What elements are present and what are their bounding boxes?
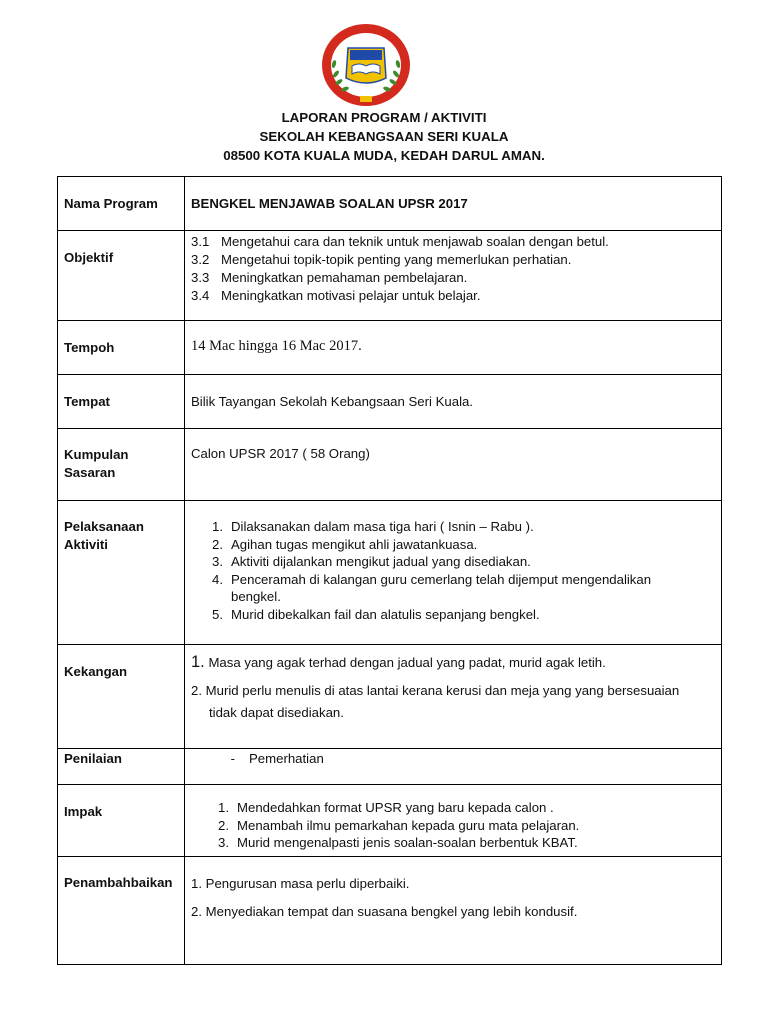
value-objektif (185, 231, 722, 321)
list-item: 4. Penceramah di kalangan guru cemerlang telah dijemput mengendalikan bengkel. (212, 571, 652, 604)
improvement-item: 1. Pengurusan masa perlu diperbaiki. (191, 876, 410, 891)
value-penambahbaikan (185, 857, 722, 965)
value-penilaian: - Pemerhatian (185, 749, 722, 785)
label-kumpulan-sasaran: Kumpulan Sasaran (58, 429, 185, 501)
label-penilaian: Penilaian (58, 749, 185, 785)
school-crest-logo (320, 22, 412, 108)
objective-item: 3.3 Meningkatkan pemahaman pembelajaran. (191, 270, 468, 285)
label-tempat: Tempat (58, 375, 185, 429)
report-table (57, 176, 722, 965)
label-nama-program: Nama Program (58, 177, 185, 231)
label-impak: Impak (58, 785, 185, 857)
value-tempoh: 14 Mac hingga 16 Mac 2017. (185, 321, 722, 375)
row-pelaksanaan-aktiviti (58, 501, 722, 645)
constraint-item-continuation: tidak dapat disediakan. (209, 705, 344, 720)
improvement-item: 2. Menyediakan tempat dan suasana bengkel yang lebih kondusif. (191, 904, 578, 919)
row-nama-program (58, 177, 722, 231)
label-tempoh: Tempoh (58, 321, 185, 375)
activity-list (191, 518, 721, 623)
row-tempoh (58, 321, 722, 375)
impact-list (191, 799, 721, 852)
value-pelaksanaan-aktiviti (185, 501, 722, 645)
label-kekangan: Kekangan (58, 645, 185, 749)
objective-item: 3.4 Meningkatkan motivasi pelajar untuk belajar. (191, 288, 481, 303)
value-impak (185, 785, 722, 857)
label-pelaksanaan-aktiviti: Pelaksanaan Aktiviti (58, 501, 185, 645)
list-item: 2. Menambah ilmu pemarkahan kepada guru mata pelajaran. (218, 817, 580, 833)
list-item: 1. Mendedahkan format UPSR yang baru kepada calon . (218, 800, 554, 815)
header-title: LAPORAN PROGRAM / AKTIVITI (281, 110, 487, 125)
label-penambahbaikan: Penambahbaikan (58, 857, 185, 965)
row-impak (58, 785, 722, 857)
constraint-item: 2. Murid perlu menulis di atas lantai kerana kerusi dan meja yang yang bersesuaian (191, 683, 680, 698)
report-header (0, 108, 768, 165)
constraint-item: 1. Masa yang agak terhad dengan jadual yang padat, murid agak letih. (191, 653, 606, 671)
value-tempat: Bilik Tayangan Sekolah Kebangsaan Seri Kuala. (185, 375, 722, 429)
row-kumpulan-sasaran (58, 429, 722, 501)
row-kekangan (58, 645, 722, 749)
value-kumpulan-sasaran: Calon UPSR 2017 ( 58 Orang) (185, 429, 722, 501)
list-item: 3. Murid mengenalpasti jenis soalan-soalan berbentuk KBAT. (218, 835, 578, 850)
list-item: 5. Murid dibekalkan fail dan alatulis sepanjang bengkel. (212, 606, 540, 622)
row-tempat (58, 375, 722, 429)
value-kekangan (185, 645, 722, 749)
objective-item: 3.2 Mengetahui topik-topik penting yang memerlukan perhatian. (191, 252, 572, 267)
header-address: 08500 KOTA KUALA MUDA, KEDAH DARUL AMAN. (223, 148, 545, 163)
label-objektif: Objektif (58, 231, 185, 321)
list-item: 2. Agihan tugas mengikut ahli jawatankuasa. (212, 536, 478, 552)
value-nama-program: BENGKEL MENJAWAB SOALAN UPSR 2017 (185, 177, 722, 231)
list-item: 1. Dilaksanakan dalam masa tiga hari ( Isnin – Rabu ). (212, 519, 534, 534)
objective-item: 3.1 Mengetahui cara dan teknik untuk menjawab soalan dengan betul. (191, 234, 609, 249)
row-objektif (58, 231, 722, 321)
row-penambahbaikan (58, 857, 722, 965)
header-school-name: SEKOLAH KEBANGSAAN SERI KUALA (259, 129, 509, 144)
row-penilaian (58, 749, 722, 785)
list-item: 3. Aktiviti dijalankan mengikut jadual yang disediakan. (212, 554, 531, 569)
